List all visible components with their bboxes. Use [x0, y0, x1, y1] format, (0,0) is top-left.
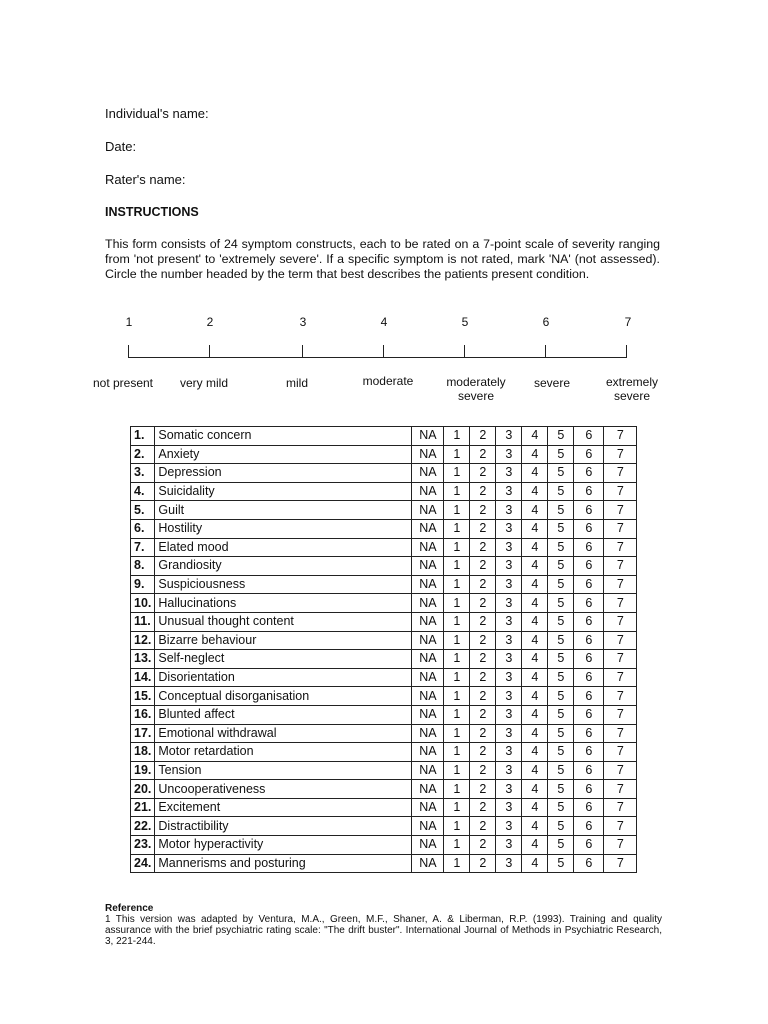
rating-option[interactable]: 2 [470, 519, 496, 538]
rating-option-na[interactable]: NA [412, 427, 444, 446]
item-number: 18. [131, 743, 155, 762]
rating-option[interactable]: 4 [522, 557, 548, 576]
rating-option[interactable]: 3 [496, 780, 522, 799]
table-row [131, 780, 637, 799]
rating-option[interactable]: 3 [496, 482, 522, 501]
rating-option[interactable]: 1 [444, 482, 470, 501]
scale-label: severe [533, 376, 571, 390]
rating-option[interactable]: 6 [574, 743, 604, 762]
rating-option[interactable]: 3 [496, 687, 522, 706]
rating-option[interactable]: 6 [574, 780, 604, 799]
rating-option[interactable]: 5 [548, 557, 574, 576]
rating-option-na[interactable]: NA [412, 668, 444, 687]
rating-option[interactable]: 5 [548, 724, 574, 743]
rating-option-na[interactable]: NA [412, 445, 444, 464]
scale-label: very mild [179, 376, 228, 390]
table-row [131, 743, 637, 762]
symptom-rating-table [130, 426, 637, 873]
item-number: 9. [131, 575, 155, 594]
rating-option[interactable]: 3 [496, 668, 522, 687]
rating-option-na[interactable]: NA [412, 594, 444, 613]
table-row [131, 501, 637, 520]
table-row [131, 557, 637, 576]
rating-option[interactable]: 4 [522, 501, 548, 520]
rating-option-na[interactable]: NA [412, 724, 444, 743]
item-number: 8. [131, 557, 155, 576]
table-row [131, 538, 637, 557]
rating-option[interactable]: 4 [522, 817, 548, 836]
rating-option[interactable]: 5 [548, 687, 574, 706]
symptom-name: Hostility [155, 519, 412, 538]
rating-option[interactable]: 2 [470, 836, 496, 855]
rating-option[interactable]: 4 [522, 854, 548, 873]
rating-option-na[interactable]: NA [412, 761, 444, 780]
rating-option[interactable]: 2 [470, 761, 496, 780]
symptom-name: Elated mood [155, 538, 412, 557]
symptom-name: Conceptual disorganisation [155, 687, 412, 706]
rating-option[interactable]: 2 [470, 780, 496, 799]
rating-option[interactable]: 5 [548, 743, 574, 762]
rating-option[interactable]: 6 [574, 724, 604, 743]
rating-option[interactable]: 7 [604, 427, 637, 446]
rating-option[interactable]: 6 [574, 594, 604, 613]
reference-heading: Reference [105, 903, 154, 914]
item-number: 20. [131, 780, 155, 799]
rating-option-na[interactable]: NA [412, 817, 444, 836]
reference-text: 1 This version was adapted by Ventura, M.A., Green, M.F., Shaner, A. & Liberman, R.P. (1993). Training and quality assurance with the brief psychiatric rating scale: "The drift buster". International Journal of Methods in Psychiatric Research, 3, 221-244. [105, 914, 662, 947]
rating-option-na[interactable]: NA [412, 557, 444, 576]
scale-tick [545, 345, 546, 357]
rating-option[interactable]: 3 [496, 519, 522, 538]
symptom-name: Blunted affect [155, 705, 412, 724]
scale-number: 1 [125, 315, 133, 329]
rating-option[interactable]: 4 [522, 761, 548, 780]
rating-option[interactable]: 5 [548, 631, 574, 650]
rating-option[interactable]: 3 [496, 557, 522, 576]
rating-option[interactable]: 1 [444, 612, 470, 631]
rating-option[interactable]: 1 [444, 743, 470, 762]
rating-option[interactable]: 3 [496, 854, 522, 873]
symptom-name: Disorientation [155, 668, 412, 687]
symptom-name: Depression [155, 464, 412, 483]
rating-option[interactable]: 5 [548, 612, 574, 631]
scale-number: 5 [461, 315, 469, 329]
table-row [131, 854, 637, 873]
symptom-name: Mannerisms and posturing [155, 854, 412, 873]
rating-option[interactable]: 4 [522, 798, 548, 817]
rating-option[interactable]: 4 [522, 594, 548, 613]
rating-option-na[interactable]: NA [412, 780, 444, 799]
scale-label: not present [92, 376, 154, 390]
rating-option[interactable]: 5 [548, 761, 574, 780]
rating-option[interactable]: 7 [604, 464, 637, 483]
rating-option[interactable]: 1 [444, 836, 470, 855]
rating-option[interactable]: 6 [574, 631, 604, 650]
rating-option-na[interactable]: NA [412, 501, 444, 520]
rating-option[interactable]: 1 [444, 519, 470, 538]
rating-option[interactable]: 4 [522, 650, 548, 669]
rating-option[interactable]: 2 [470, 427, 496, 446]
rating-option[interactable]: 1 [444, 594, 470, 613]
symptom-name: Unusual thought content [155, 612, 412, 631]
rating-option[interactable]: 4 [522, 519, 548, 538]
symptom-name: Emotional withdrawal [155, 724, 412, 743]
rating-option[interactable]: 7 [604, 668, 637, 687]
rating-option-na[interactable]: NA [412, 854, 444, 873]
scale-number: 3 [299, 315, 307, 329]
rating-option[interactable]: 7 [604, 501, 637, 520]
rating-option[interactable]: 4 [522, 538, 548, 557]
rating-option[interactable]: 1 [444, 650, 470, 669]
rating-option[interactable]: 3 [496, 594, 522, 613]
rating-option[interactable]: 2 [470, 743, 496, 762]
rating-option[interactable]: 7 [604, 612, 637, 631]
scale-number: 7 [624, 315, 632, 329]
rating-option[interactable]: 2 [470, 464, 496, 483]
individual-name-label: Individual's name: [105, 106, 209, 121]
rating-option[interactable]: 7 [604, 780, 637, 799]
table-row [131, 519, 637, 538]
rating-option[interactable]: 5 [548, 668, 574, 687]
symptom-name: Uncooperativeness [155, 780, 412, 799]
rating-option[interactable]: 4 [522, 631, 548, 650]
item-number: 21. [131, 798, 155, 817]
table-row [131, 650, 637, 669]
item-number: 10. [131, 594, 155, 613]
rating-option[interactable]: 3 [496, 743, 522, 762]
scale-number: 6 [542, 315, 550, 329]
item-number: 1. [131, 427, 155, 446]
scale-number: 4 [380, 315, 388, 329]
table-row [131, 631, 637, 650]
rating-option[interactable]: 5 [548, 482, 574, 501]
item-number: 19. [131, 761, 155, 780]
item-number: 12. [131, 631, 155, 650]
rating-option[interactable]: 5 [548, 650, 574, 669]
rating-option[interactable]: 5 [548, 594, 574, 613]
rating-option-na[interactable]: NA [412, 836, 444, 855]
rating-option[interactable]: 4 [522, 724, 548, 743]
rating-option[interactable]: 6 [574, 557, 604, 576]
rating-option[interactable]: 7 [604, 538, 637, 557]
rating-option[interactable]: 4 [522, 668, 548, 687]
item-number: 11. [131, 612, 155, 631]
table-row [131, 761, 637, 780]
rating-option[interactable]: 3 [496, 501, 522, 520]
symptom-name: Motor retardation [155, 743, 412, 762]
rating-option[interactable]: 1 [444, 761, 470, 780]
table-row [131, 482, 637, 501]
rating-option[interactable]: 4 [522, 482, 548, 501]
rating-option[interactable]: 6 [574, 798, 604, 817]
table-row [131, 798, 637, 817]
rating-option[interactable]: 2 [470, 538, 496, 557]
rating-option[interactable]: 1 [444, 575, 470, 594]
item-number: 15. [131, 687, 155, 706]
rating-option[interactable]: 2 [470, 817, 496, 836]
table-row [131, 705, 637, 724]
rating-option[interactable]: 3 [496, 612, 522, 631]
rating-option[interactable]: 1 [444, 538, 470, 557]
table-row [131, 445, 637, 464]
rating-option[interactable]: 4 [522, 612, 548, 631]
rating-option[interactable]: 2 [470, 798, 496, 817]
rating-option[interactable]: 1 [444, 780, 470, 799]
table-row [131, 575, 637, 594]
rating-option[interactable]: 4 [522, 464, 548, 483]
date-label: Date: [105, 139, 137, 154]
rating-option-na[interactable]: NA [412, 612, 444, 631]
table-row [131, 817, 637, 836]
rating-option[interactable]: 2 [470, 854, 496, 873]
table-row [131, 687, 637, 706]
scale-label: mild [285, 376, 308, 390]
rating-option[interactable]: 2 [470, 501, 496, 520]
table-row [131, 594, 637, 613]
rating-option[interactable]: 1 [444, 798, 470, 817]
scale-label: moderately severe [446, 375, 506, 403]
symptom-name: Somatic concern [155, 427, 412, 446]
rating-option-na[interactable]: NA [412, 482, 444, 501]
rating-option[interactable]: 7 [604, 650, 637, 669]
symptom-name: Grandiosity [155, 557, 412, 576]
rating-option[interactable]: 6 [574, 501, 604, 520]
scale-tick [209, 345, 210, 357]
rating-option[interactable]: 1 [444, 817, 470, 836]
rating-option[interactable]: 7 [604, 705, 637, 724]
rating-option-na[interactable]: NA [412, 464, 444, 483]
rating-option[interactable]: 7 [604, 482, 637, 501]
table-row [131, 427, 637, 446]
rating-option[interactable]: 2 [470, 557, 496, 576]
rating-option[interactable]: 7 [604, 557, 637, 576]
rating-option[interactable]: 5 [548, 836, 574, 855]
rating-option[interactable]: 3 [496, 427, 522, 446]
scale-label: moderate [362, 374, 414, 388]
rating-option[interactable]: 7 [604, 817, 637, 836]
scale-tick [302, 345, 303, 357]
rating-option[interactable]: 4 [522, 687, 548, 706]
rater-name-label: Rater's name: [105, 172, 186, 187]
rating-option[interactable]: 5 [548, 575, 574, 594]
rating-option[interactable]: 2 [470, 687, 496, 706]
rating-option-na[interactable]: NA [412, 538, 444, 557]
rating-option-na[interactable]: NA [412, 650, 444, 669]
rating-option[interactable]: 4 [522, 445, 548, 464]
rating-option[interactable]: 4 [522, 780, 548, 799]
item-number: 16. [131, 705, 155, 724]
rating-option[interactable]: 3 [496, 538, 522, 557]
scale-tick [383, 345, 384, 357]
rating-option[interactable]: 3 [496, 761, 522, 780]
rating-option-na[interactable]: NA [412, 575, 444, 594]
rating-option[interactable]: 6 [574, 650, 604, 669]
rating-option[interactable]: 5 [548, 464, 574, 483]
scale-number: 2 [206, 315, 214, 329]
table-row [131, 724, 637, 743]
rating-option[interactable]: 7 [604, 743, 637, 762]
rating-option[interactable]: 5 [548, 854, 574, 873]
rating-option[interactable]: 5 [548, 427, 574, 446]
item-number: 24. [131, 854, 155, 873]
rating-option[interactable]: 2 [470, 631, 496, 650]
instructions-heading: INSTRUCTIONS [105, 205, 199, 219]
rating-option[interactable]: 2 [470, 650, 496, 669]
rating-option[interactable]: 4 [522, 427, 548, 446]
rating-option-na[interactable]: NA [412, 687, 444, 706]
rating-option[interactable]: 3 [496, 724, 522, 743]
rating-option[interactable]: 3 [496, 575, 522, 594]
rating-option[interactable]: 2 [470, 594, 496, 613]
rating-option[interactable]: 3 [496, 631, 522, 650]
item-number: 4. [131, 482, 155, 501]
scale-label: extremely severe [605, 375, 658, 403]
rating-option-na[interactable]: NA [412, 519, 444, 538]
rating-option[interactable]: 3 [496, 445, 522, 464]
rating-option[interactable]: 6 [574, 482, 604, 501]
rating-option[interactable]: 6 [574, 854, 604, 873]
item-number: 14. [131, 668, 155, 687]
rating-option[interactable]: 1 [444, 501, 470, 520]
rating-option[interactable]: 3 [496, 650, 522, 669]
rating-option[interactable]: 6 [574, 445, 604, 464]
symptom-name: Guilt [155, 501, 412, 520]
symptom-name: Bizarre behaviour [155, 631, 412, 650]
symptom-name: Suicidality [155, 482, 412, 501]
scale-axis-line [128, 357, 627, 358]
rating-option[interactable]: 2 [470, 482, 496, 501]
symptom-name: Suspiciousness [155, 575, 412, 594]
rating-option[interactable]: 6 [574, 817, 604, 836]
rating-option[interactable]: 5 [548, 519, 574, 538]
rating-option[interactable]: 6 [574, 464, 604, 483]
rating-option[interactable]: 1 [444, 705, 470, 724]
rating-option[interactable]: 3 [496, 817, 522, 836]
symptom-name: Distractibility [155, 817, 412, 836]
rating-option[interactable]: 1 [444, 445, 470, 464]
rating-option[interactable]: 4 [522, 705, 548, 724]
scale-tick [128, 345, 129, 357]
rating-option-na[interactable]: NA [412, 743, 444, 762]
rating-option[interactable]: 4 [522, 743, 548, 762]
rating-option[interactable]: 7 [604, 519, 637, 538]
rating-option-na[interactable]: NA [412, 798, 444, 817]
rating-option[interactable]: 6 [574, 836, 604, 855]
rating-option[interactable]: 1 [444, 668, 470, 687]
rating-option[interactable]: 1 [444, 687, 470, 706]
symptom-name: Tension [155, 761, 412, 780]
rating-option[interactable]: 4 [522, 575, 548, 594]
rating-option[interactable]: 5 [548, 538, 574, 557]
item-number: 13. [131, 650, 155, 669]
scale-tick [626, 345, 627, 357]
rating-option[interactable]: 5 [548, 817, 574, 836]
rating-option[interactable]: 7 [604, 687, 637, 706]
table-row [131, 612, 637, 631]
symptom-name: Hallucinations [155, 594, 412, 613]
rating-option-na[interactable]: NA [412, 705, 444, 724]
table-row [131, 464, 637, 483]
rating-option[interactable]: 5 [548, 780, 574, 799]
rating-option[interactable]: 2 [470, 445, 496, 464]
rating-option[interactable]: 6 [574, 519, 604, 538]
rating-option[interactable]: 6 [574, 705, 604, 724]
rating-option[interactable]: 1 [444, 854, 470, 873]
rating-option[interactable]: 6 [574, 612, 604, 631]
rating-option[interactable]: 7 [604, 575, 637, 594]
rating-option[interactable]: 1 [444, 631, 470, 650]
scale-tick [464, 345, 465, 357]
rating-option-na[interactable]: NA [412, 631, 444, 650]
symptom-name: Excitement [155, 798, 412, 817]
item-number: 3. [131, 464, 155, 483]
rating-option[interactable]: 2 [470, 575, 496, 594]
rating-option[interactable]: 1 [444, 427, 470, 446]
rating-option[interactable]: 6 [574, 427, 604, 446]
rating-option[interactable]: 3 [496, 464, 522, 483]
rating-option[interactable]: 7 [604, 836, 637, 855]
item-number: 17. [131, 724, 155, 743]
rating-option[interactable]: 2 [470, 705, 496, 724]
rating-option[interactable]: 5 [548, 798, 574, 817]
item-number: 6. [131, 519, 155, 538]
rating-option[interactable]: 7 [604, 631, 637, 650]
rating-option[interactable]: 4 [522, 836, 548, 855]
rating-option[interactable]: 6 [574, 687, 604, 706]
table-row [131, 836, 637, 855]
item-number: 22. [131, 817, 155, 836]
rating-option[interactable]: 7 [604, 724, 637, 743]
instructions-text: This form consists of 24 symptom constructs, each to be rated on a 7-point scale of severity ranging from 'not present' to 'extremely severe'. If a specific symptom is not rated, mark 'NA' (not assessed). Circle the number headed by the term that best describes the patients present condition. [105, 237, 660, 281]
table-row [131, 668, 637, 687]
rating-option[interactable]: 5 [548, 501, 574, 520]
rating-option[interactable]: 3 [496, 836, 522, 855]
rating-option[interactable]: 6 [574, 575, 604, 594]
rating-option[interactable]: 1 [444, 464, 470, 483]
symptom-name: Motor hyperactivity [155, 836, 412, 855]
rating-option[interactable]: 2 [470, 668, 496, 687]
symptom-name: Anxiety [155, 445, 412, 464]
rating-option[interactable]: 7 [604, 761, 637, 780]
rating-option[interactable]: 1 [444, 557, 470, 576]
rating-option[interactable]: 3 [496, 798, 522, 817]
item-number: 2. [131, 445, 155, 464]
rating-option[interactable]: 7 [604, 798, 637, 817]
rating-option[interactable]: 6 [574, 761, 604, 780]
rating-option[interactable]: 7 [604, 445, 637, 464]
symptom-name: Self-neglect [155, 650, 412, 669]
rating-option[interactable]: 3 [496, 705, 522, 724]
item-number: 5. [131, 501, 155, 520]
item-number: 23. [131, 836, 155, 855]
rating-option[interactable]: 2 [470, 724, 496, 743]
rating-option[interactable]: 2 [470, 612, 496, 631]
rating-option[interactable]: 6 [574, 668, 604, 687]
rating-option[interactable]: 7 [604, 854, 637, 873]
rating-option[interactable]: 7 [604, 594, 637, 613]
rating-option[interactable]: 5 [548, 445, 574, 464]
rating-option[interactable]: 1 [444, 724, 470, 743]
rating-option[interactable]: 6 [574, 538, 604, 557]
item-number: 7. [131, 538, 155, 557]
rating-option[interactable]: 5 [548, 705, 574, 724]
